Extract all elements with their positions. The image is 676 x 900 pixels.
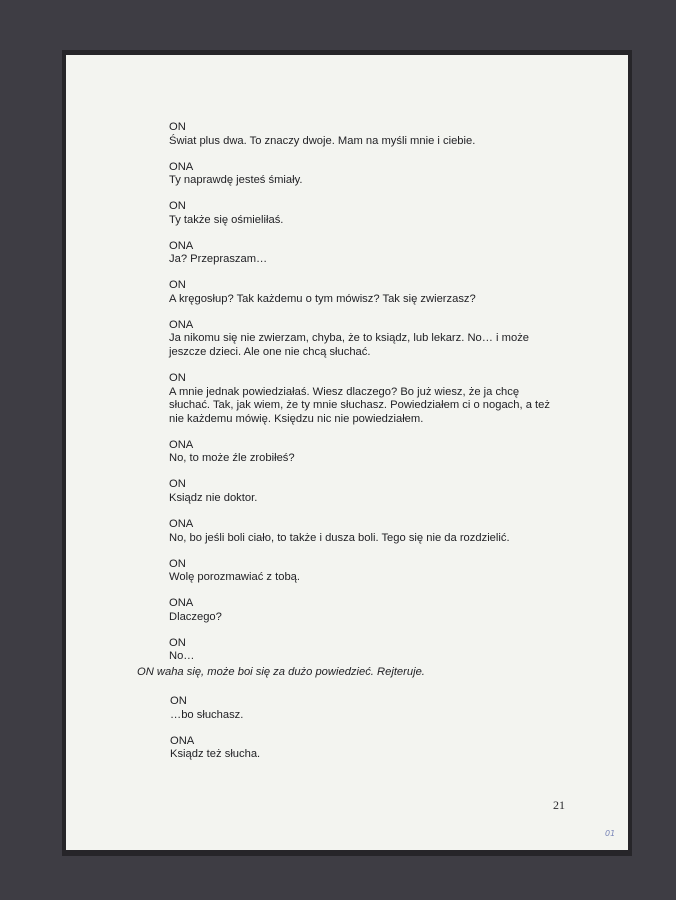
dialogue-line: nie każdemu mówię. Księdzu nic nie powiedziałem. (169, 412, 424, 425)
dialogue-line: Świat plus dwa. To znaczy dwoje. Mam na myśli mnie i ciebie. (169, 134, 476, 147)
dialogue-line: Wolę porozmawiać z tobą. (169, 571, 300, 584)
dialogue-block (169, 279, 569, 306)
dialogue-line: A mnie jednak powiedziałaś. Wiesz dlaczego? Bo już wiesz, że ja chcę (169, 385, 520, 398)
dialogue-line: Ja nikomu się nie zwierzam, chyba, że to ksiądz, lub lekarz. No… i może (169, 332, 530, 345)
speaker-name: ON (169, 636, 186, 649)
dialogue-section-continued (170, 695, 570, 774)
speaker-name: ON (170, 695, 187, 707)
speaker-name: ONA (169, 438, 194, 451)
speaker-name: ON (169, 200, 186, 213)
dialogue-block (169, 240, 569, 267)
speaker-name: ONA (170, 734, 195, 747)
speaker-name: ON (169, 121, 186, 133)
speaker-name: ON (169, 557, 186, 570)
dialogue-block (169, 558, 569, 585)
speaker-name: ONA (169, 239, 194, 252)
dialogue-line: Ksiądz nie doktor. (169, 492, 258, 504)
speaker-name: ONA (169, 517, 194, 530)
pencil-annotation: 01 (605, 829, 616, 838)
dialogue-block (169, 439, 569, 466)
dialogue-section (169, 121, 569, 676)
dialogue-line: jeszcze dzieci. Ale one nie chcą słuchać. (169, 346, 371, 359)
dialogue-line: Ksiądz też słucha. (170, 748, 261, 761)
dialogue-line: Dlaczego? (169, 610, 222, 623)
speaker-name: ONA (169, 160, 194, 173)
dialogue-block (169, 121, 569, 148)
dialogue-line: Ty naprawdę jesteś śmiały. (169, 174, 303, 187)
dialogue-block (169, 597, 569, 624)
document-page (66, 55, 628, 850)
stage-direction: ON waha się, może boi się za dużo powiedzieć. Rejteruje. (137, 666, 425, 678)
dialogue-line: A kręgosłup? Tak każdemu o tym mówisz? Tak się zwierzasz? (169, 292, 476, 305)
dialogue-block (169, 478, 569, 505)
dialogue-line: No, bo jeśli boli ciało, to także i dusza boli. Tego się nie da rozdzielić. (169, 531, 510, 544)
speaker-name: ON (169, 279, 186, 292)
dialogue-block (170, 735, 570, 762)
dialogue-block (169, 200, 569, 227)
dialogue-line: Ty także się ośmieliłaś. (169, 213, 284, 226)
dialogue-line: No, to może źle zrobiłeś? (169, 452, 295, 465)
dialogue-line: No… (169, 650, 195, 663)
speaker-name: ON (169, 478, 186, 491)
dialogue-block (169, 161, 569, 188)
dialogue-line: słuchać. Tak, jak wiem, że ty mnie słuchasz. Powiedziałem ci o nogach, a też (169, 399, 550, 412)
page-number: 21 (553, 798, 565, 812)
dialogue-block (169, 372, 569, 426)
speaker-name: ONA (169, 597, 194, 610)
dialogue-block (170, 695, 570, 722)
dialogue-line: Ja? Przepraszam… (169, 253, 268, 266)
dialogue-block (169, 518, 569, 545)
dialogue-block (169, 637, 569, 664)
dialogue-line: …bo słuchasz. (170, 708, 244, 721)
dialogue-block (169, 319, 569, 360)
speaker-name: ON (169, 372, 186, 385)
speaker-name: ONA (169, 318, 194, 331)
